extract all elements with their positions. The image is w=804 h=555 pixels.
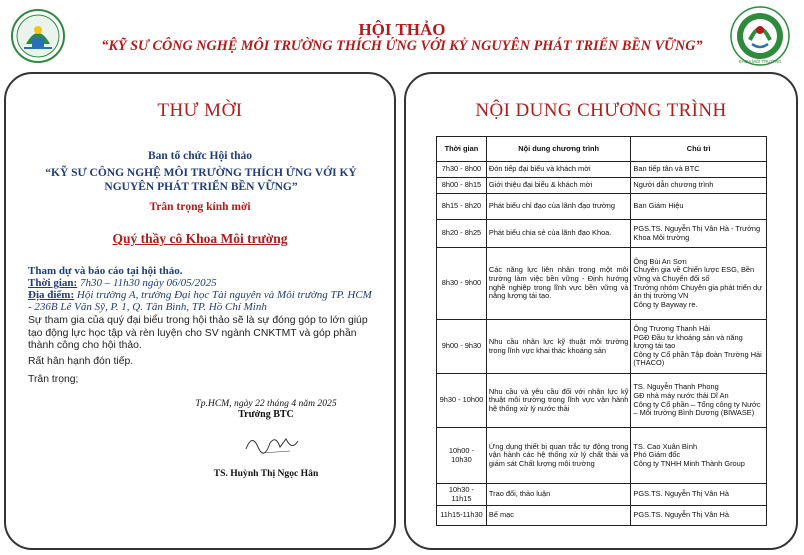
row-host: Ban Giám Hiệu (631, 194, 767, 220)
table-row (437, 220, 767, 248)
row-content: Phát biểu chỉ đạo của lãnh đạo trường (486, 194, 631, 220)
signature-icon (242, 429, 302, 457)
respect-text: Trân trọng kính mời (149, 201, 251, 213)
program-title: NỘI DUNG CHƯƠNG TRÌNH (475, 100, 727, 121)
row-host: PGS.TS. Nguyễn Thị Vân Hà - Trưởng Khoa Môi trường (631, 220, 767, 248)
row-time: 8h30 - 9h00 (437, 248, 487, 320)
regards-text: Trân trọng; (28, 374, 79, 385)
table-row (437, 428, 767, 484)
sign-date: Tp.HCM, ngày 22 tháng 4 năm 2025 (195, 398, 337, 409)
row-time: 9h30 - 10h00 (437, 374, 487, 428)
table-row (437, 506, 767, 526)
row-content: Các năng lực liên nhân trong một môi trường làm việc bền vững - Định hướng nghề nghiệp trong lĩnh vực bền vững và năng lượng tái tạo. (486, 248, 631, 320)
location-value: Hội trường A, trường Đại học Tài nguyên và Môi trường TP. HCM - 236B Lê Văn Sỹ, P. 1, Q. Tân Bình, TP. Hồ Chí Minh (28, 289, 372, 313)
event-header-subtitle: “KỸ SƯ CÔNG NGHỆ MÔI TRƯỜNG THÍCH ỨNG VỚI KỶ NGUYÊN PHÁT TRIỂN BỀN VỮNG” (101, 38, 703, 54)
row-content: Trao đổi, thảo luận (486, 484, 631, 506)
sign-role: Trưởng BTC (238, 409, 294, 420)
sign-name: TS. Huỳnh Thị Ngọc Hân (213, 468, 319, 479)
row-time: 11h15-11h30 (437, 506, 487, 526)
row-host: Ban tiếp tân và BTC (631, 162, 767, 178)
row-host: PGS.TS. Nguyễn Thị Vân Hà (631, 506, 767, 526)
header-host: Chủ trì (631, 137, 767, 162)
row-host: TS. Cao Xuân Bình Phó Giám đốc Công ty TNHH Minh Thành Group (631, 428, 767, 484)
row-host: Người dẫn chương trình (631, 178, 767, 194)
row-content: Phát biểu chia sẻ của lãnh đạo Khoa. (486, 220, 631, 248)
table-row (437, 194, 767, 220)
table-row (437, 484, 767, 506)
time-row (28, 277, 217, 289)
table-row (437, 178, 767, 194)
location-row (28, 289, 378, 313)
header-time: Thời gian (437, 137, 487, 162)
row-content: Nhu cầu và yêu cầu đối với nhân lực kỹ thuật môi trường trong lĩnh vực vận hành hệ thống xử lý nước thải (486, 374, 631, 428)
program-panel (404, 72, 798, 550)
row-time: 8h15 - 8h20 (437, 194, 487, 220)
invitation-title: THƯ MỜI (157, 100, 243, 121)
row-time: 7h30 - 8h00 (437, 162, 487, 178)
organizer-text: Ban tổ chức Hội thảo (147, 150, 253, 162)
row-host: Ông Bùi An Sơn Chuyên gia về Chiến lược ESG, Bền vững và Chuyển đổi số Trưởng nhóm Chuyên gia phát triển dự án thị trường VN Công ty Bayway re. (631, 248, 767, 320)
invitation-paragraph: Sự tham gia của quý đại biểu trong hội thảo sẽ là sự đóng góp to lớn giúp tạo động lực học tập và rèn luyện cho SV ngành CNKTMT và góp phần thành công cho hội thảo. (28, 315, 368, 351)
row-content: Bế mạc (486, 506, 631, 526)
welcome-text: Rất hân hạnh đón tiếp. (28, 356, 134, 367)
row-host: TS. Nguyễn Thanh Phong GĐ nhà máy nước thải Dĩ An Công ty Cổ phần – Tổng công ty Nước – Môi trường Bình Dương (BIWASE) (631, 374, 767, 428)
guest-name: Quý thầy cô Khoa Môi trường (112, 231, 288, 246)
attend-text: Tham dự và báo cáo tại hội thảo. (28, 265, 183, 277)
table-header-row (437, 137, 767, 162)
row-content: Giới thiệu đại biểu & khách mời (486, 178, 631, 194)
row-content: Đón tiếp đại biểu và khách mời (486, 162, 631, 178)
row-time: 8h20 - 8h25 (437, 220, 487, 248)
schedule-table (436, 136, 767, 526)
faculty-logo-icon (730, 6, 790, 66)
row-host: PGS.TS. Nguyễn Thị Vân Hà (631, 484, 767, 506)
invitation-panel (4, 72, 396, 550)
row-content: Nhu cầu nhân lực kỹ thuật môi trường trong lĩnh vực khai thác khoáng sản (486, 320, 631, 374)
event-header-title: HỘI THẢO (358, 20, 446, 39)
row-time: 9h00 - 9h30 (437, 320, 487, 374)
row-time: 8h00 - 8h15 (437, 178, 487, 194)
table-row (437, 162, 767, 178)
row-time: 10h30 - 11h15 (437, 484, 487, 506)
row-host: Ông Trương Thanh Hải PGĐ Đầu tư khoáng sản và năng lượng tái tạo Công ty Cổ phần Tập đoàn Trường Hải (THACO) (631, 320, 767, 374)
location-label: Địa điểm: (28, 289, 75, 301)
row-content: Ứng dụng thiết bị quan trắc tự động trong vận hành các hệ thống xử lý chất thải và giám sát Chất lượng môi trường (486, 428, 631, 484)
table-row (437, 248, 767, 320)
time-label: Thời gian: (28, 277, 78, 289)
time-value: 7h30 – 11h30 ngày 06/05/2025 (77, 277, 217, 289)
table-row (437, 374, 767, 428)
event-name: “KỸ SƯ CÔNG NGHỆ MÔI TRƯỜNG THÍCH ỨNG VỚI KỶ NGUYÊN PHÁT TRIỂN BỀN VỮNG” (45, 167, 357, 193)
header-content: Nội dung chương trình (486, 137, 631, 162)
row-time: 10h00 - 10h30 (437, 428, 487, 484)
table-row (437, 320, 767, 374)
faculty-logo-text: KHOA MÔI TRƯỜNG (738, 59, 782, 64)
